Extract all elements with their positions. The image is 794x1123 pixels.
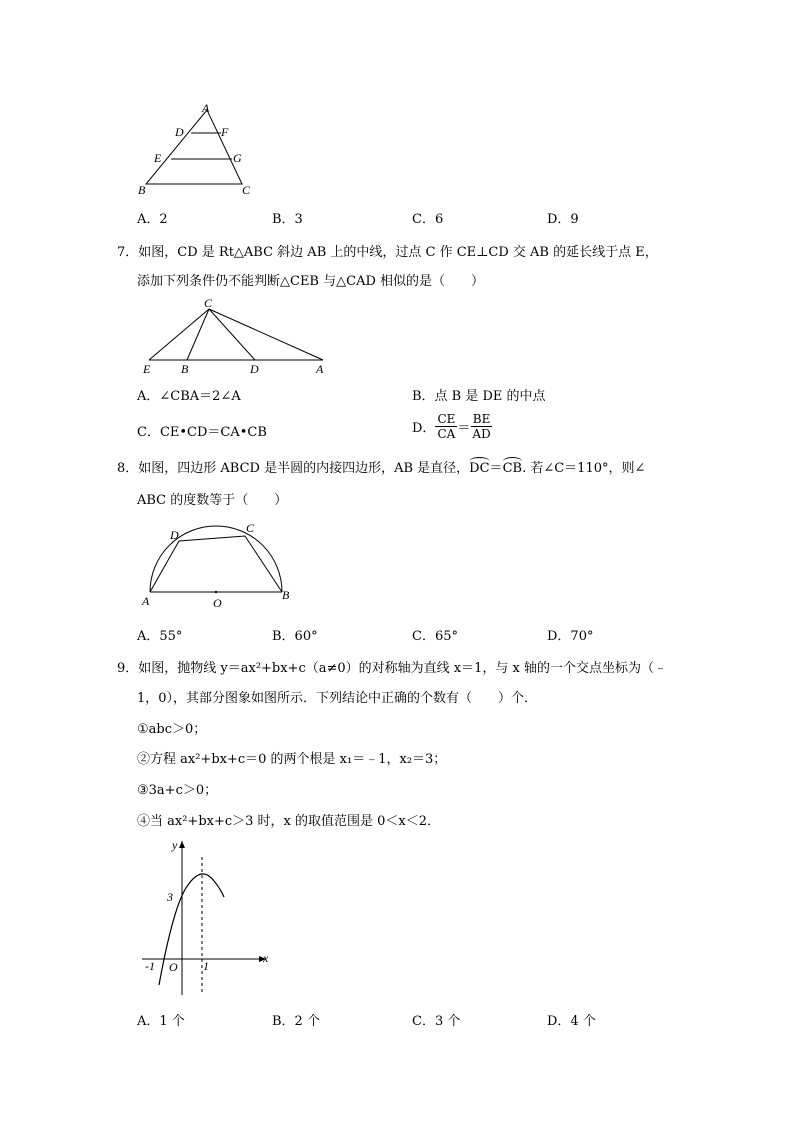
label-B: B bbox=[282, 588, 290, 602]
label-D: D bbox=[175, 125, 184, 139]
q8-option-a[interactable]: A．55° bbox=[137, 629, 183, 644]
q7-option-b[interactable]: B．点 B 是 DE 的中点 bbox=[412, 389, 546, 404]
label-B: B bbox=[138, 183, 146, 197]
label-three: 3 bbox=[167, 890, 173, 904]
label-A: A bbox=[202, 101, 210, 115]
label-one: 1 bbox=[203, 959, 209, 973]
q9-stem-line1: 9．如图，抛物线 y＝ax²+bx+c（a≠0）的对称轴为直线 x＝1，与 x 轴的一个交点坐标为（﹣ bbox=[117, 661, 668, 676]
q9-option-d[interactable]: D．4 个 bbox=[547, 1014, 596, 1029]
label-B: B bbox=[181, 362, 189, 376]
q9-statement-1: ①abc＞0； bbox=[137, 722, 207, 737]
label-x: x bbox=[263, 951, 269, 965]
label-A: A bbox=[142, 594, 150, 608]
q6-option-d[interactable]: D．9 bbox=[547, 212, 579, 227]
q6-option-b[interactable]: B．3 bbox=[272, 212, 303, 227]
fraction-numerator: CE bbox=[437, 412, 456, 426]
q8-stem-text-b: . 若∠C＝110°，则∠ bbox=[522, 461, 646, 476]
label-C: C bbox=[204, 296, 213, 310]
label-D: D bbox=[170, 528, 179, 542]
q8-stem-line2: ABC 的度数等于（ ） bbox=[137, 493, 288, 508]
q8-option-c[interactable]: C．65° bbox=[412, 629, 458, 644]
q8-stem-text-a: 8．如图，四边形 ABCD 是半圆的内接四边形，AB 是直径， bbox=[117, 461, 470, 476]
label-neg1: -1 bbox=[145, 959, 155, 973]
q7-option-d[interactable] bbox=[412, 412, 493, 441]
label-C: C bbox=[242, 183, 251, 197]
q8-stem-line1 bbox=[117, 457, 645, 476]
label-F: F bbox=[221, 125, 229, 139]
label-A: A bbox=[316, 362, 324, 376]
label-y: y bbox=[172, 838, 178, 852]
q6-triangle-figure bbox=[130, 100, 260, 200]
label-O: O bbox=[213, 596, 222, 610]
label-G: G bbox=[233, 151, 242, 165]
q7-figure bbox=[135, 293, 335, 378]
fraction-numerator: BE bbox=[472, 412, 491, 426]
q9-statement-4: ④当 ax²+bx+c＞3 时，x 的取值范围是 0＜x＜2． bbox=[137, 814, 441, 829]
q7-stem-line1: 7．如图，CD 是 Rt△ABC 斜边 AB 上的中线，过点 C 作 CE⊥CD 交 AB 的延长线于点 E， bbox=[117, 245, 658, 260]
q7-option-c[interactable]: C．CE•CD＝CA•CB bbox=[137, 425, 267, 440]
label-E: E bbox=[143, 362, 151, 376]
arc-cb: CB bbox=[503, 457, 523, 476]
q9-option-b[interactable]: B．2 个 bbox=[272, 1014, 320, 1029]
q9-option-c[interactable]: C．3 个 bbox=[412, 1014, 461, 1029]
fraction-denominator: AD bbox=[472, 427, 491, 441]
q8-option-d[interactable]: D．70° bbox=[547, 629, 594, 644]
label-C: C bbox=[246, 521, 255, 535]
q9-stem-line2: 1，0），其部分图象如图所示．下列结论中正确的个数有（ ）个． bbox=[137, 691, 538, 706]
q9-option-a[interactable]: A．1 个 bbox=[137, 1014, 185, 1029]
option-d-prefix: D． bbox=[412, 421, 436, 436]
fraction-ce-ca bbox=[435, 412, 457, 441]
q9-parabola-figure bbox=[130, 835, 275, 1000]
equals-sign: ＝ bbox=[457, 421, 471, 436]
q7-option-a[interactable]: A．∠CBA＝2∠A bbox=[137, 389, 241, 404]
equals-sign: ＝ bbox=[489, 461, 503, 476]
label-D: D bbox=[250, 362, 259, 376]
q6-option-a[interactable]: A．2 bbox=[137, 212, 168, 227]
fraction-denominator: CA bbox=[437, 427, 456, 441]
label-E: E bbox=[154, 151, 162, 165]
arc-dc: DC bbox=[469, 457, 489, 476]
q9-statement-2: ②方程 ax²+bx+c＝0 的两个根是 x₁＝﹣1，x₂＝3； bbox=[137, 752, 447, 767]
q7-stem-line2: 添加下列条件仍不能判断△CEB 与△CAD 相似的是（ ） bbox=[137, 274, 485, 289]
fraction-be-ad bbox=[470, 412, 492, 441]
q8-option-b[interactable]: B．60° bbox=[272, 629, 318, 644]
label-O: O bbox=[169, 960, 178, 974]
q9-statement-3: ③3a+c＞0； bbox=[137, 783, 218, 798]
q6-option-c[interactable]: C．6 bbox=[412, 212, 444, 227]
q8-semicircle-figure bbox=[138, 515, 298, 611]
